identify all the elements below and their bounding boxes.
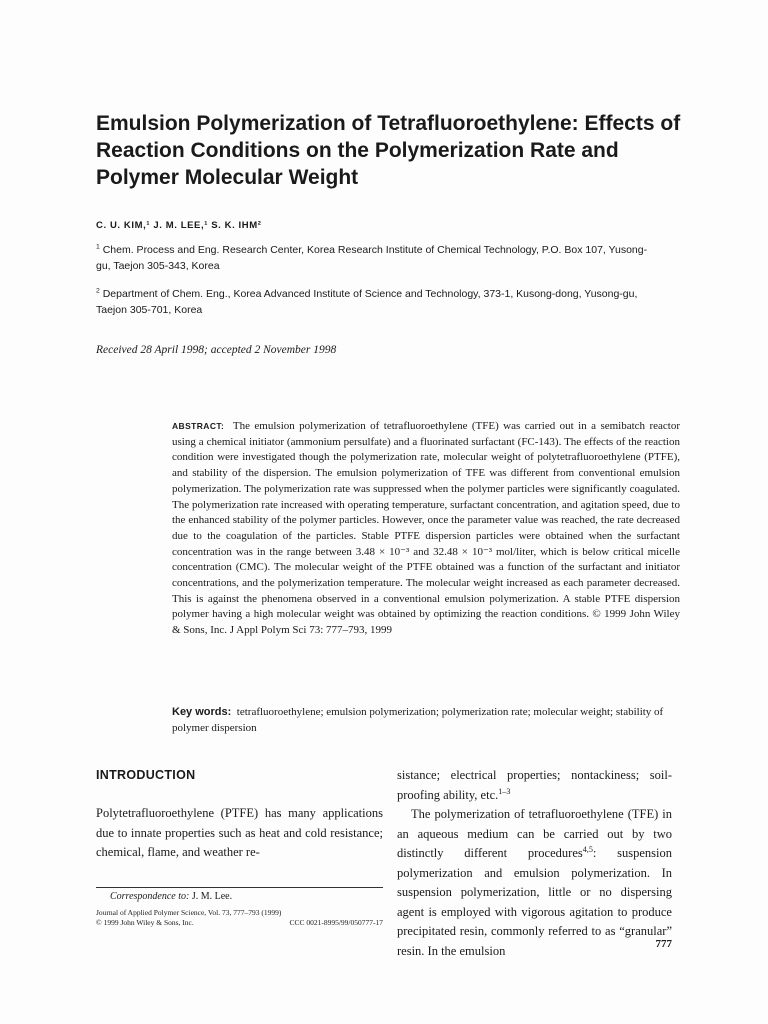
affiliation-1 [96,242,656,274]
abstract-text: The emulsion polymerization of tetrafluoroethylene (TFE) was carried out in a semibatch reactor using a chemical initiator (ammonium persulfate) and a fluorinated surfactant (FC-143). The effects of the reaction condition were investigated though the polymerization rate, molecular weight of polytetrafluoroethylene (PTFE), and stability of the dispersion. The emulsion polymerization of TFE was different from conventional emulsion polymerization. The polymerization rate was suppressed when the polymer particles were significantly coagulated. The polymerization rate increased with operating temperature, surfactant concentration, and agitation speed, due to the enhanced stability of the polymer particles. However, once the parameter value was reached, the rate decreased due to the coagulation of the particles. Stable PTFE dispersion particles were obtained when the surfactant concentration was in the range between 3.48 × 10⁻³ and 32.48 × 10⁻³ mol/liter, which is below critical micelle concentration (CMC). The molecular weight of the PTFE obtained was a function of the surfactant and initiator concentrations, and the polymerization temperature. The molecular weight increased as each parameter decreased. This is against the phenomena observed in a conventional emulsion polymerization. A stable PTFE dispersion polymer having a high molecular weight was obtained by optimizing the reaction conditions. © 1999 John Wiley & Sons, Inc. J Appl Polym Sci 73: 777–793, 1999 [172,420,680,637]
intro-paragraph-left: Polytetrafluoroethylene (PTFE) has many applications due to innate properties such as heat and cold resistance; chemical, flame, and weather re- [96,806,383,859]
intro-paragraph-right-1 [397,766,672,805]
affiliation-1-text: Chem. Process and Eng. Research Center, Korea Research Institute of Chemical Technology, P.O. Box 107, Yusong-gu, Taejon 305-343, Korea [96,244,648,272]
received-dates: Received 28 April 1998; accepted 2 November 1998 [96,344,337,356]
ccc-code: CCC 0021-8995/99/050777-17 [289,918,383,927]
section-heading-introduction: INTRODUCTION [96,768,196,782]
paper-title: Emulsion Polymerization of Tetrafluoroethylene: Effects of Reaction Conditions on the Polymerization Rate and Polymer Molecular Weight [96,112,681,189]
intro-p2-text-b: : suspension polymerization and emulsion polymerization. In suspension polymerization, little or no dispersing agent is employed with vigorous agitation to produce precipitated resin, commonly referred to as “granular” resin. In the emulsion [397,846,672,958]
journal-citation: Journal of Applied Polymer Science, Vol. 73, 777–793 (1999) [96,908,282,917]
affiliation-2-mark: 2 [96,287,100,295]
copyright-line [96,918,383,927]
correspondence-name: J. M. Lee. [191,891,233,902]
affiliation-2-text: Department of Chem. Eng., Korea Advanced Institute of Science and Technology, 373-1, Kusong-dong, Yusong-gu, Taejon 305-701, Korea [96,288,638,316]
affiliation-1-mark: 1 [96,243,100,251]
keywords [172,704,680,736]
abstract-label: ABSTRACT: [172,421,225,431]
author-list: C. U. KIM,¹ J. M. LEE,¹ S. K. IHM² [96,220,262,231]
keywords-text: tetrafluoroethylene; emulsion polymerization; polymerization rate; molecular weight; stability of polymer dispersion [172,706,664,734]
intro-p1-text: sistance; electrical properties; nontackiness; soil-proofing ability, etc. [397,768,672,802]
affiliation-2 [96,286,656,318]
correspondence-label: Correspondence to: [110,891,190,902]
intro-p1-citation: 1–3 [498,786,511,796]
intro-p2-text-a: The polymerization of tetrafluoroethylene (TFE) in an aqueous medium can be carried out by two distinctly different procedures [397,807,672,860]
keywords-label: Key words: [172,706,232,718]
copyright-text: © 1999 John Wiley & Sons, Inc. [96,918,194,927]
page-number: 777 [655,938,672,950]
intro-paragraph-right-2 [397,805,672,961]
intro-column-right [397,766,672,961]
intro-p2-citation: 4,5 [582,844,593,854]
footnote-divider [96,887,383,888]
correspondence-note [110,891,232,902]
abstract [172,419,680,639]
